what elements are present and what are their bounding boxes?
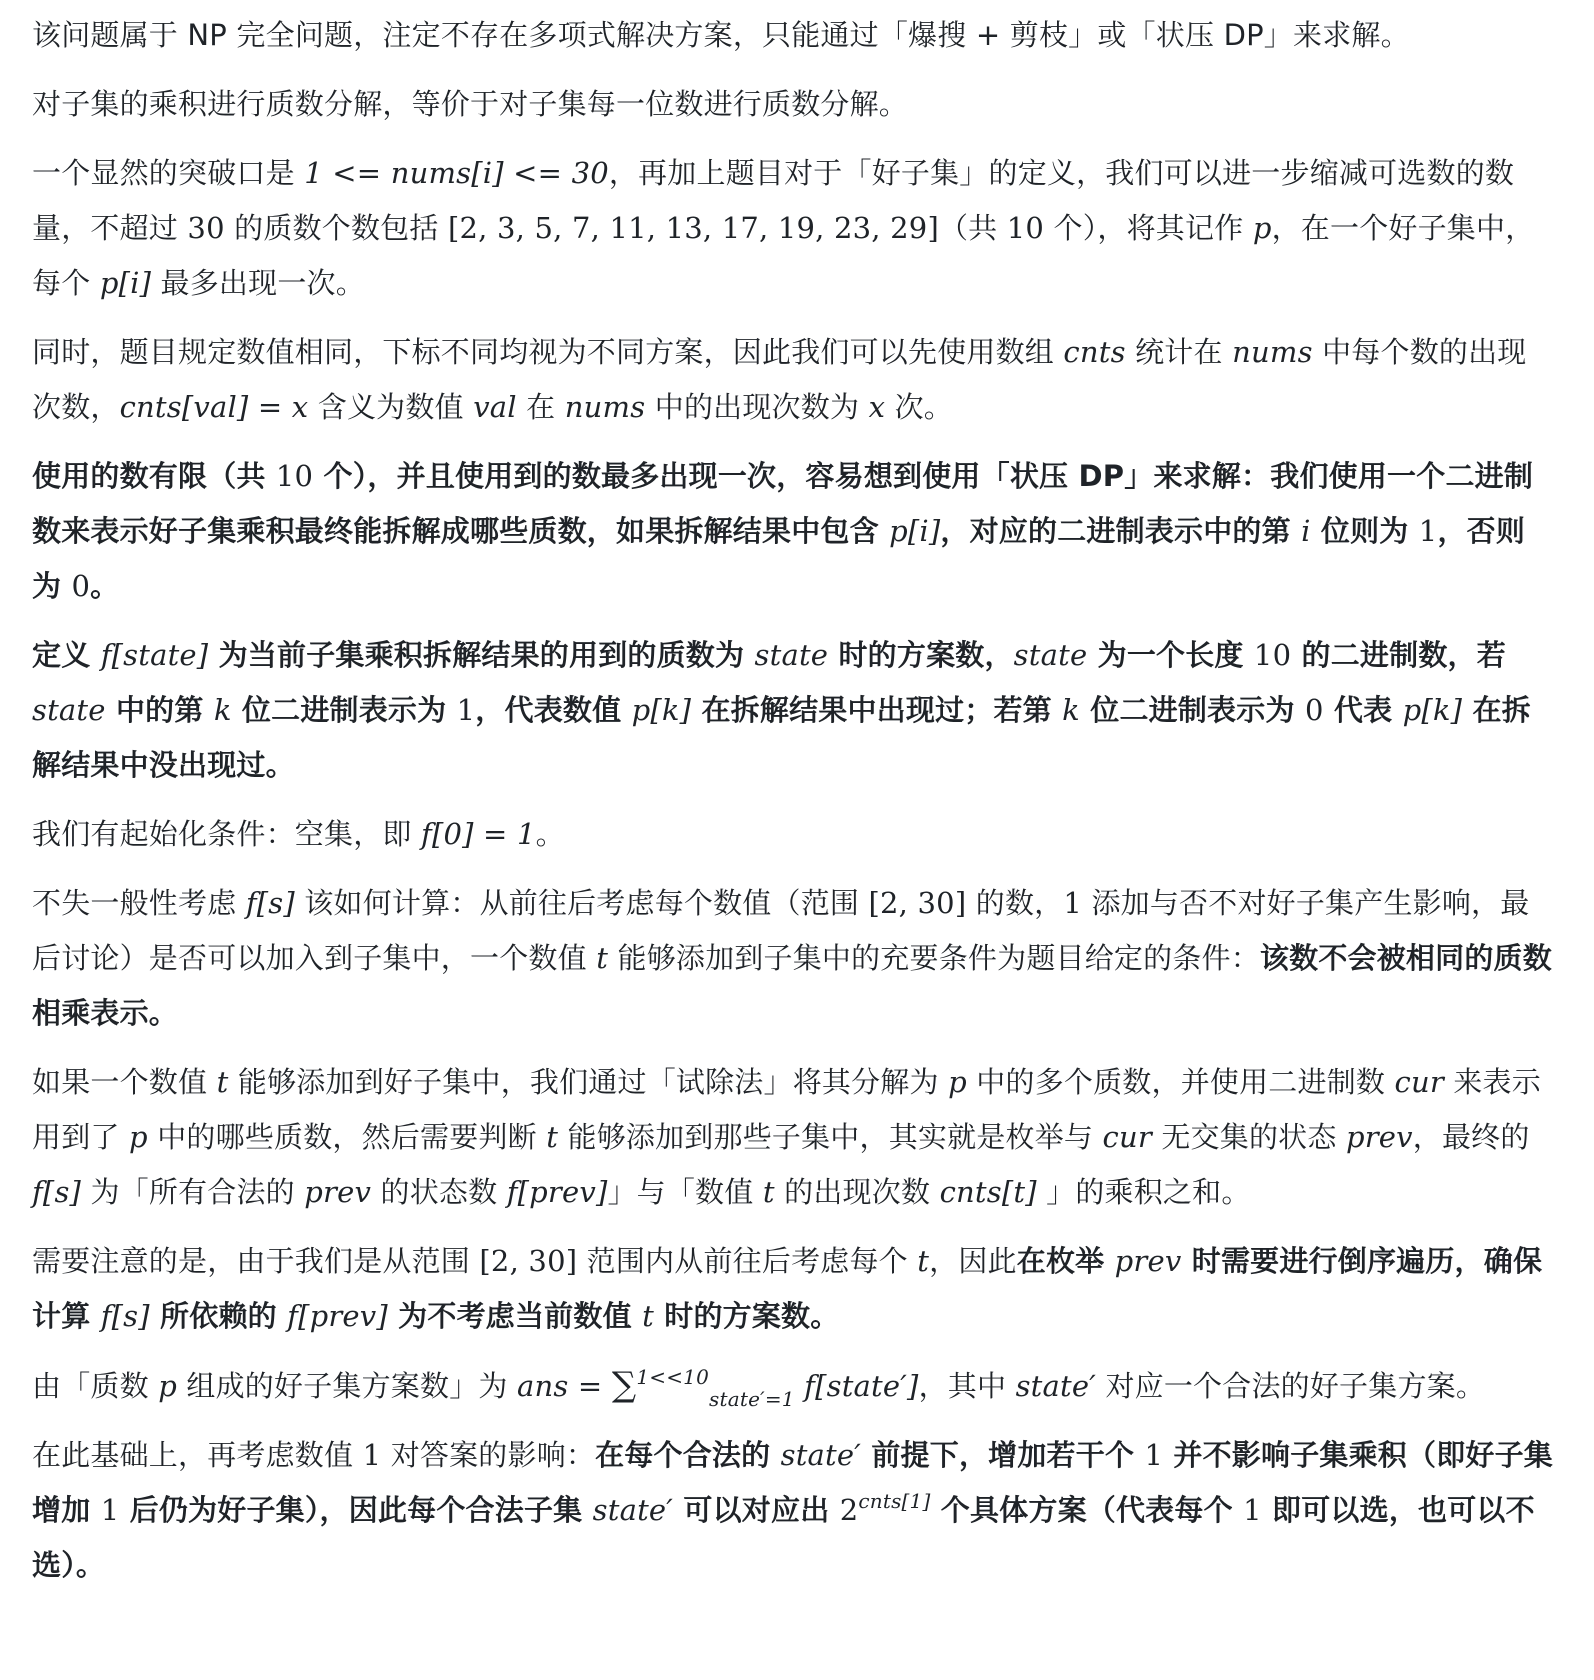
math-expression: cnts [1063, 335, 1126, 369]
math-expression: f[state] [100, 638, 209, 672]
math-expression: nums [564, 390, 646, 424]
text-run: 我们有起始化条件：空集，即 [32, 817, 422, 851]
text-run: 代表 [1323, 693, 1403, 727]
text-run: 中的出现次数为 [645, 390, 869, 424]
paragraph [32, 628, 1554, 793]
math-expression: p[i] [889, 514, 941, 548]
text-run: 的出现次数 [774, 1175, 940, 1209]
bold-text-run: 时需要进行倒序遍历，确保计算 [32, 1244, 1543, 1333]
math-number: 30 [187, 211, 225, 245]
text-run: 组成的好子集方案数」为 [176, 1369, 518, 1403]
bold-text-run: 该数不会被相同的质数相乘表示。 [32, 941, 1552, 1030]
text-run: 位二进制表示为 [1079, 693, 1305, 727]
math-expression: f[prev] [506, 1175, 608, 1209]
text-run: 能够添加到子集中的充要条件为题目给定的条件： [608, 941, 1260, 975]
text-run: ，否则为 [32, 514, 1526, 603]
text-run: 定义 [32, 638, 101, 672]
paragraph [32, 1428, 1554, 1593]
bold-text-run: 后仍为好子集），因此每个合法子集 [119, 1493, 593, 1527]
text-run: 。 [535, 817, 565, 851]
math-number: 1 [1243, 1493, 1262, 1527]
math-operator: ∑ [611, 1365, 637, 1405]
math-number: 10 [1253, 638, 1292, 672]
paragraph [32, 449, 1554, 614]
math-expression: f[0] = 1 [421, 817, 536, 851]
math-number: 0 [1304, 693, 1324, 727]
text-run: 中的多个质数，并使用二进制数 [966, 1065, 1395, 1099]
text-run: 时的方案数， [828, 638, 1014, 672]
bold-text-run: 所依赖的 [149, 1299, 288, 1333]
math-superscript: 1<<10 [636, 1365, 710, 1389]
text-run: 能够添加到好子集中，我们通过「试除法」将其分解为 [228, 1065, 949, 1099]
paragraph [32, 807, 1554, 862]
bold-text-run: 时的方案数。 [653, 1299, 840, 1333]
paragraph [32, 77, 1554, 132]
text-run: 范围内从前往后考虑每个 [577, 1244, 918, 1278]
math-expression: f[state′] [794, 1369, 919, 1403]
text-run: 的质数个数包括 [224, 211, 448, 245]
math-expression: cur [1102, 1120, 1152, 1154]
text-run: 为「所有合法的 [81, 1175, 305, 1209]
math-expression: cur [1394, 1065, 1444, 1099]
math-expression: p[k] [631, 693, 692, 727]
text-run: 由「质数 [32, 1369, 159, 1403]
text-run: 在拆解结果中出现过；若第 [691, 693, 1063, 727]
text-run: 个），并且使用到的数最多出现一次，容易想到使用「状压 DP」来求解：我们使用一个二进制数来表示好子集乘积最终能拆解成哪些质数，如果拆解结果中包含 [32, 459, 1534, 548]
bold-text-run: 前提下，增加若干个 [861, 1438, 1145, 1472]
text-run: ，因此 [929, 1244, 1017, 1278]
text-run: 在此基础上，再考虑数值 [32, 1438, 363, 1472]
math-number: [2, 30] [868, 886, 967, 920]
math-expression: cnts[val] = x [119, 390, 309, 424]
math-number: 10 [1006, 211, 1045, 245]
math-expression: f[s] [100, 1299, 150, 1333]
math-expression: state′ [780, 1438, 862, 1472]
text-run: ，最终的 [1412, 1120, 1530, 1154]
text-run: ，代表数值 [475, 693, 632, 727]
text-run: 最多出现一次。 [151, 266, 365, 300]
text-run: ，再加上题目对于「好子集」的定义，我们可以进一步缩减可选数的数量，不超过 [32, 156, 1515, 245]
text-run: ，其中 [918, 1369, 1016, 1403]
text-run: 不失一般性考虑 [32, 886, 246, 920]
math-expression: state′ [592, 1493, 674, 1527]
text-run: 含义为数值 [308, 390, 474, 424]
text-run: 一个显然的突破口是 [32, 156, 305, 190]
text-run: 无交集的状态 [1151, 1120, 1346, 1154]
text-run: 中的哪些质数，然后需要判断 [147, 1120, 547, 1154]
math-number: 1 [100, 1493, 120, 1527]
math-expression: val [473, 390, 517, 424]
text-run: 次。 [885, 390, 953, 424]
math-expression: k [213, 693, 232, 727]
text-run: 的数， [966, 886, 1064, 920]
text-run: 位二进制表示为 [231, 693, 457, 727]
math-expression: ans = [517, 1369, 612, 1403]
bold-text-run: 个具体方案（代表每个 [930, 1493, 1244, 1527]
math-expression: x [868, 390, 886, 424]
text-run: 位则为 [1310, 514, 1419, 548]
math-expression: prev [304, 1175, 372, 1209]
math-expression: prev [1114, 1244, 1182, 1278]
math-number: 1 [456, 693, 476, 727]
math-expression: t [596, 941, 609, 975]
math-expression: p [158, 1369, 177, 1403]
paragraph [32, 146, 1554, 311]
math-number: [2, 3, 5, 7, 11, 13, 17, 19, 23, 29] [447, 211, 939, 245]
text-run: 」与「数值 [607, 1175, 763, 1209]
math-expression: t [216, 1065, 229, 1099]
math-expression: 1 <= nums[i] <= 30 [304, 156, 609, 190]
math-expression: i [1301, 514, 1311, 548]
text-run: 如果一个数值 [32, 1065, 217, 1099]
text-run: 为当前子集乘积拆解结果的用到的质数为 [208, 638, 755, 672]
math-expression: t [762, 1175, 775, 1209]
text-run: 中每个数的出现次数， [32, 335, 1527, 424]
math-expression: state′ [1015, 1369, 1097, 1403]
paragraph [32, 876, 1554, 1041]
text-run: 中的第 [105, 693, 214, 727]
math-expression: cnts[t] [939, 1175, 1037, 1209]
text-run: 对应一个合法的好子集方案。 [1096, 1369, 1486, 1403]
math-expression: f[s] [32, 1175, 82, 1209]
math-expression: f[prev] [287, 1299, 388, 1333]
math-number: 1 [1063, 886, 1083, 920]
text-run: 在 [516, 390, 565, 424]
math-number: 10 [275, 459, 314, 493]
text-run: （共 [938, 211, 1007, 245]
math-expression: t [642, 1299, 654, 1333]
text-run: 在拆解结果中没出现过。 [32, 693, 1531, 782]
text-run: 该问题属于 NP 完全问题，注定不存在多项式解决方案，只能通过「爆搜 + 剪枝」或「状压 DP」来求解。 [32, 18, 1410, 52]
math-superscript: cnts[1] [858, 1489, 931, 1513]
math-expression: f[s] [245, 886, 295, 920]
text-run: ，对应的二进制表示中的第 [940, 514, 1302, 548]
text-run: 。 [90, 569, 120, 603]
text-run: 来表示用到了 [32, 1065, 1541, 1154]
text-run: 需要注意的是，由于我们是从范围 [32, 1244, 480, 1278]
math-number: 1 [362, 1438, 382, 1472]
paragraph [32, 1234, 1554, 1344]
math-expression: p[k] [1402, 693, 1463, 727]
math-subscript: state′=1 [709, 1387, 795, 1411]
paragraph [32, 8, 1554, 63]
math-number: [2, 30] [479, 1244, 578, 1278]
math-expression: p [948, 1065, 967, 1099]
math-expression: state [1013, 638, 1088, 672]
text-run: ，在一个好子集中，每个 [32, 211, 1535, 300]
math-expression: state [754, 638, 829, 672]
paragraph [32, 1055, 1554, 1220]
bold-text-run: 可以对应出 [673, 1493, 840, 1527]
math-expression: p [129, 1120, 148, 1154]
math-number: 1 [1418, 514, 1438, 548]
text-run: 使用的数有限（共 [32, 459, 276, 493]
bold-text-run: 即可以选，也可以不选）。 [32, 1493, 1535, 1582]
bold-text-run: 为不考虑当前数值 [387, 1299, 643, 1333]
text-run: 同时，题目规定数值相同，下标不同均视为不同方案，因此我们可以先使用数组 [32, 335, 1064, 369]
math-expression: k [1062, 693, 1080, 727]
text-run: 为一个长度 [1087, 638, 1254, 672]
text-run: 该如何计算：从前往后考虑每个数值（范围 [294, 886, 869, 920]
math-expression: t [546, 1120, 559, 1154]
math-number: 0 [71, 569, 91, 603]
bold-text-run: 并不影响子集乘积（即好子集增加 [32, 1438, 1554, 1527]
bold-text-run: 在枚举 [1016, 1244, 1115, 1278]
math-expression: p [1252, 211, 1272, 245]
math-expression: p[i] [99, 266, 152, 300]
text-run: 的状态数 [371, 1175, 507, 1209]
math-number: 2 [839, 1493, 859, 1527]
math-expression: nums [1232, 335, 1313, 369]
bold-text-run: 在每个合法的 [595, 1438, 781, 1472]
math-number: 1 [1144, 1438, 1164, 1472]
math-expression: prev [1345, 1120, 1413, 1154]
text-run: 」的乘积之和。 [1036, 1175, 1251, 1209]
text-run: 添加与否不对好子集产生影响，最后讨论）是否可以加入到子集中，一个数值 [32, 886, 1530, 975]
paragraph [32, 1358, 1554, 1414]
text-run: 统计在 [1125, 335, 1233, 369]
math-expression: t [917, 1244, 930, 1278]
paragraph [32, 325, 1554, 435]
text-run: 个），将其记作 [1044, 211, 1253, 245]
text-run: 对答案的影响： [381, 1438, 596, 1472]
text-run: 的二进制数，若 [1291, 638, 1506, 672]
text-run: 对子集的乘积进行质数分解，等价于对子集每一位数进行质数分解。 [32, 87, 909, 121]
text-run: 能够添加到那些子集中，其实就是枚举与 [558, 1120, 1103, 1154]
math-expression: state [32, 693, 106, 727]
